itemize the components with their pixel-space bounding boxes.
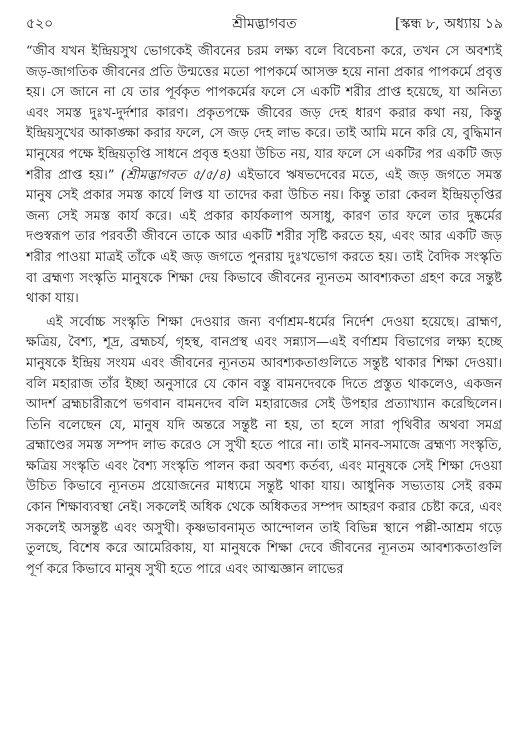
- quote-paragraph: [26, 42, 502, 310]
- chapter-reference: [স্কন্ধ ৮, অধ্যায় ১৯: [394, 16, 503, 32]
- body-paragraph: এই সর্বোচ্চ সংস্কৃতি শিক্ষা দেওয়ার জন্য বর্ণাশ্রম-ধর্মের নির্দেশ দেওয়া হয়েছে। ব্রাহ্মণ, ক্ষত্রিয়, বৈশ্য, শূদ্র, ব্রহ্মচর্য, গৃহস্থ, বানপ্রস্থ এবং সন্ন্যাস—এই বর্ণাশ্রম বিভাগের লক্ষ্য হচ্ছে মানুষকে ইন্দ্রিয় সংযম এবং জীবনের ন্যূনতম আবশ্যকতাগুলিতে সন্তুষ্ট থাকার শিক্ষা দেওয়া। বলি মহারাজ তাঁর ইচ্ছা অনুসারে যে কোন বস্তু বামনদেবকে দিতে প্রস্তুত থাকলেও, একজন আদর্শ ব্রহ্মচারীরূপে ভগবান বামনদেব বলি মহারাজের সেই উপহার প্রত্যাখ্যান করেছিলেন। তিনি বলেছেন যে, মানুষ যদি অন্তরে সন্তুষ্ট না হয়, তা হলে সারা পৃথিবীর অথবা সমগ্র ব্রহ্মাণ্ডের সমস্ত সম্পদ লাভ করেও সে সুখী হতে পারে না। তাই মানব-সমাজে ব্রহ্মণ্য সংস্কৃতি, ক্ষত্রিয় সংস্কৃতি এবং বৈশ্য সংস্কৃতি পালন করা অবশ্য কর্তব্য, এবং মানুষকে সেই শিক্ষা দেওয়া উচিত কিভাবে ন্যূনতম প্রয়োজনের মাধ্যমে সন্তুষ্ট থাকা যায়। আধুনিক সভ্যতায় সেই রকম কোন শিক্ষাব্যবস্থা নেই। সকলেই অধিক থেকে অধিকতর সম্পদ আহরণ করার চেষ্টা করে, এবং সকলেই অসন্তুষ্ট এবং অসুখী। কৃষ্ণভাবনামৃত আন্দোলন তাই বিভিন্ন স্থানে পল্লী-আশ্রম গড়ে তুলছে, বিশেষ করে আমেরিকায়, যা মানুষকে শিক্ষা দেবে জীবনের ন্যূনতম আবশ্যকতাগুলি পূর্ণ করে কিভাবে মানুষ সুখী হতে পারে এবং আত্মজ্ঞান লাভের: [26, 314, 502, 577]
- quote-citation: (শ্রীমদ্ভাগবত ৫/৫/৪): [120, 167, 232, 183]
- book-title: শ্রীমদ্ভাগবত: [232, 16, 297, 32]
- quote-text: “জীব যখন ইন্দ্রিয়সুখ ভোগকেই জীবনের চরম লক্ষ্য বলে বিবেচনা করে, তখন সে অবশ্যই জড়-জাগতিক জীবনের প্রতি উন্মত্তের মতো পাপকর্মে আসক্ত হয়ে নানা প্রকার পাপকর্মে প্রবৃত্ত হয়। সে জানে না যে তার পূর্বকৃত পাপকর্মের ফলে সে একটি শরীর প্রাপ্ত হয়েছে, যা অনিত্য এবং সমস্ত দুঃখ-দুর্দশার কারণ। প্রকৃতপক্ষে জীবের জড় দেহ ধারণ করার কথা নয়, কিন্তু ইন্দ্রিয়সুখের আকাঙ্ক্ষা করার ফলে, সে জড় দেহ লাভ করে। তাই আমি মনে করি যে, বুদ্ধিমান মানুষের পক্ষে ইন্দ্রিয়তৃপ্তি সাধনে প্রবৃত্ত হওয়া উচিত নয়, যার ফলে সে একটির পর একটি জড় শরীর প্রাপ্ত হয়।”: [26, 44, 502, 183]
- quote-continuation: এইভাবে ঋষভদেবের মতে, এই জড় জগতে সমস্ত মানুষ সেই প্রকার সমস্ত কার্যে লিপ্ত যা তাদের করা উচিত নয়। কিন্তু তারা কেবল ইন্দ্রিয়তৃপ্তির জন্য সেই সমস্ত কার্য করে। এই প্রকার কার্যকলাপ অসাধু, কারণ তার ফলে তার দুষ্কর্মের দণ্ডস্বরূপ তার পরবর্তী জীবনে তাকে আর একটি শরীর সৃষ্টি করতে হয়, এবং আর একটি জড় শরীর পাওয়া মাত্রই তাঁকে এই জড় জগতে পুনরায় দুঃখভোগ করতে হয়। তাই বৈদিক সংস্কৃতি বা ব্রহ্মণ্য সংস্কৃতি মানুষকে শিক্ষা দেয় কিভাবে জীবনের ন্যূনতম আবশ্যকতা গ্রহণ করে সন্তুষ্ট থাকা যায়।: [26, 167, 503, 307]
- page-body: [26, 42, 502, 580]
- page-number: ৫২০: [26, 16, 54, 32]
- page-header: [26, 12, 503, 34]
